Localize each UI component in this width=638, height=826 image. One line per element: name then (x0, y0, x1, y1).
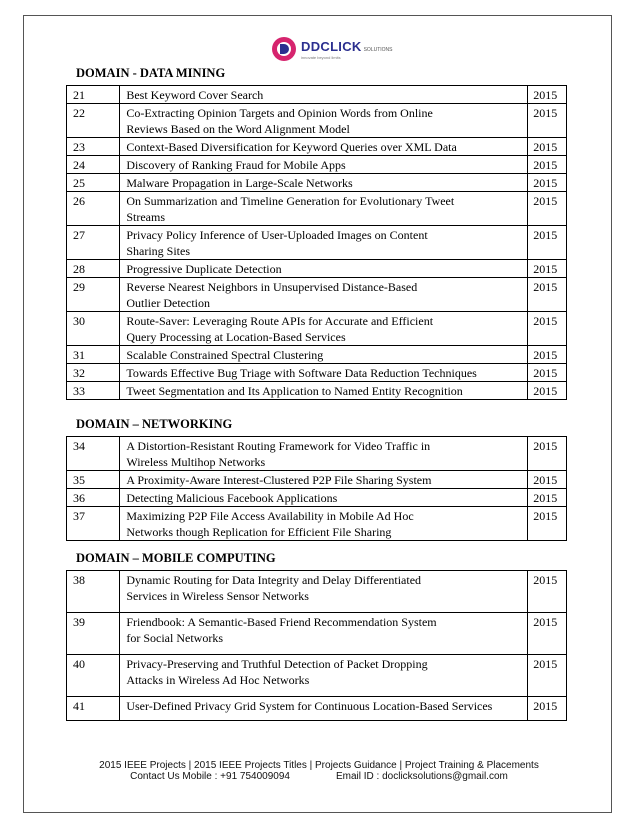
project-title-line: Reviews Based on the Word Alignment Model (126, 122, 350, 136)
project-title-line: Services in Wireless Sensor Networks (126, 589, 309, 603)
project-title-line: Detecting Malicious Facebook Applications (126, 491, 338, 505)
project-title (120, 192, 528, 226)
table-row (67, 437, 567, 471)
table-row (67, 260, 567, 278)
project-year: 2015 (528, 86, 567, 104)
footer-services: 2015 IEEE Projects | 2015 IEEE Projects Titles | Projects Guidance | Project Training & Placements (99, 760, 539, 771)
projects-table (66, 85, 567, 400)
project-title (120, 86, 528, 104)
project-title (120, 571, 528, 613)
table-row (67, 86, 567, 104)
project-number: 26 (67, 192, 120, 226)
project-year: 2015 (528, 138, 567, 156)
project-title-line: Route-Saver: Leveraging Route APIs for Accurate and Efficient (126, 314, 434, 328)
table-row (67, 382, 567, 400)
project-year: 2015 (528, 226, 567, 260)
project-year: 2015 (528, 382, 567, 400)
project-title-line: Malware Propagation in Large-Scale Networks (126, 176, 353, 190)
project-title-line: Query Processing at Location-Based Services (126, 330, 346, 344)
project-title-line: Discovery of Ranking Fraud for Mobile Apps (126, 158, 346, 172)
project-number: 23 (67, 138, 120, 156)
project-title-line: Friendbook: A Semantic-Based Friend Recommendation System (126, 615, 437, 629)
table-row (67, 278, 567, 312)
company-logo (270, 34, 393, 64)
table-row (67, 174, 567, 192)
project-title-line: Streams (126, 210, 166, 224)
project-title-line: Sharing Sites (126, 244, 191, 258)
project-title-line: A Proximity-Aware Interest-Clustered P2P File Sharing System (126, 473, 432, 487)
project-title (120, 226, 528, 260)
project-title (120, 312, 528, 346)
project-year: 2015 (528, 156, 567, 174)
logo-tagline: innovate beyond limits (301, 54, 341, 60)
table-row (67, 156, 567, 174)
project-title (120, 471, 528, 489)
project-title (120, 138, 528, 156)
table-row (67, 471, 567, 489)
project-title-line: Privacy-Preserving and Truthful Detection of Packet Dropping (126, 657, 428, 671)
table-row (67, 364, 567, 382)
project-title (120, 260, 528, 278)
table-row (67, 655, 567, 697)
table-row (67, 346, 567, 364)
project-number: 25 (67, 174, 120, 192)
project-year: 2015 (528, 697, 567, 721)
project-title-line: A Distortion-Resistant Routing Framework for Video Traffic in (126, 439, 431, 453)
project-title-line: Wireless Multihop Networks (126, 455, 266, 469)
table-row (67, 507, 567, 541)
project-year: 2015 (528, 489, 567, 507)
projects-table (66, 436, 567, 541)
project-title (120, 382, 528, 400)
footer (0, 760, 638, 782)
section-data-mining (66, 64, 567, 400)
project-year: 2015 (528, 571, 567, 613)
project-number: 21 (67, 86, 120, 104)
logo-suffix: SOLUTIONS (363, 46, 393, 53)
project-title-line: Scalable Constrained Spectral Clustering (126, 348, 324, 362)
project-year: 2015 (528, 655, 567, 697)
project-title-line: Outlier Detection (126, 296, 210, 310)
logo-brand: DDCLICK (301, 38, 362, 54)
project-title-line: Best Keyword Cover Search (126, 88, 264, 102)
project-year: 2015 (528, 471, 567, 489)
project-title (120, 489, 528, 507)
project-number: 29 (67, 278, 120, 312)
project-number: 35 (67, 471, 120, 489)
project-number: 40 (67, 655, 120, 697)
table-row (67, 697, 567, 721)
project-title-line: Reverse Nearest Neighbors in Unsupervised Distance-Based (126, 280, 418, 294)
project-title (120, 697, 528, 721)
project-title-line: Tweet Segmentation and Its Application to Named Entity Recognition (126, 384, 463, 398)
section-heading: DOMAIN - DATA MINING (76, 66, 226, 80)
project-number: 34 (67, 437, 120, 471)
project-title-line: Context-Based Diversification for Keyword Queries over XML Data (126, 140, 457, 154)
project-title (120, 174, 528, 192)
project-title-line: User-Defined Privacy Grid System for Continuous Location-Based Services (126, 699, 493, 713)
project-title (120, 437, 528, 471)
project-number: 22 (67, 104, 120, 138)
table-row (67, 489, 567, 507)
project-title-line: Progressive Duplicate Detection (126, 262, 282, 276)
project-year: 2015 (528, 312, 567, 346)
project-year: 2015 (528, 104, 567, 138)
project-title-line: Maximizing P2P File Access Availability in Mobile Ad Hoc (126, 509, 414, 523)
project-title (120, 364, 528, 382)
project-number: 33 (67, 382, 120, 400)
project-number: 39 (67, 613, 120, 655)
project-title-line: Towards Effective Bug Triage with Software Data Reduction Techniques (126, 366, 477, 380)
footer-contact (0, 771, 638, 782)
project-title-line: Co-Extracting Opinion Targets and Opinion Words from Online (126, 106, 433, 120)
project-title (120, 346, 528, 364)
project-year: 2015 (528, 278, 567, 312)
project-number: 30 (67, 312, 120, 346)
project-title-line: Dynamic Routing for Data Integrity and Delay Differentiated (126, 573, 422, 587)
project-title-line: Privacy Policy Inference of User-Uploaded Images on Content (126, 228, 428, 242)
project-title-line: Attacks in Wireless Ad Hoc Networks (126, 673, 310, 687)
project-year: 2015 (528, 346, 567, 364)
project-title-line: for Social Networks (126, 631, 223, 645)
project-year: 2015 (528, 507, 567, 541)
table-row (67, 192, 567, 226)
project-title (120, 507, 528, 541)
project-number: 24 (67, 156, 120, 174)
project-number: 31 (67, 346, 120, 364)
section-heading: DOMAIN – MOBILE COMPUTING (76, 551, 276, 565)
footer-mobile: Contact Us Mobile : +91 754009094 (130, 771, 290, 782)
project-number: 37 (67, 507, 120, 541)
project-year: 2015 (528, 364, 567, 382)
project-number: 27 (67, 226, 120, 260)
project-year: 2015 (528, 613, 567, 655)
table-row (67, 571, 567, 613)
project-title-line: On Summarization and Timeline Generation for Evolutionary Tweet (126, 194, 455, 208)
project-title (120, 278, 528, 312)
logo-mark-icon (270, 35, 298, 63)
project-title (120, 613, 528, 655)
project-title (120, 104, 528, 138)
table-row (67, 226, 567, 260)
logo-text (301, 39, 393, 60)
project-title-line: Networks though Replication for Efficient File Sharing (126, 525, 392, 539)
project-year: 2015 (528, 192, 567, 226)
table-row (67, 104, 567, 138)
project-year: 2015 (528, 174, 567, 192)
project-number: 36 (67, 489, 120, 507)
section-mobile-computing (66, 549, 567, 721)
project-title (120, 655, 528, 697)
project-title (120, 156, 528, 174)
section-networking (66, 415, 567, 541)
table-row (67, 613, 567, 655)
table-row (67, 312, 567, 346)
projects-table (66, 570, 567, 721)
project-number: 28 (67, 260, 120, 278)
project-number: 38 (67, 571, 120, 613)
section-heading: DOMAIN – NETWORKING (76, 417, 233, 431)
project-year: 2015 (528, 260, 567, 278)
project-number: 32 (67, 364, 120, 382)
project-year: 2015 (528, 437, 567, 471)
table-row (67, 138, 567, 156)
footer-email: Email ID : doclicksolutions@gmail.com (335, 771, 508, 782)
project-number: 41 (67, 697, 120, 721)
